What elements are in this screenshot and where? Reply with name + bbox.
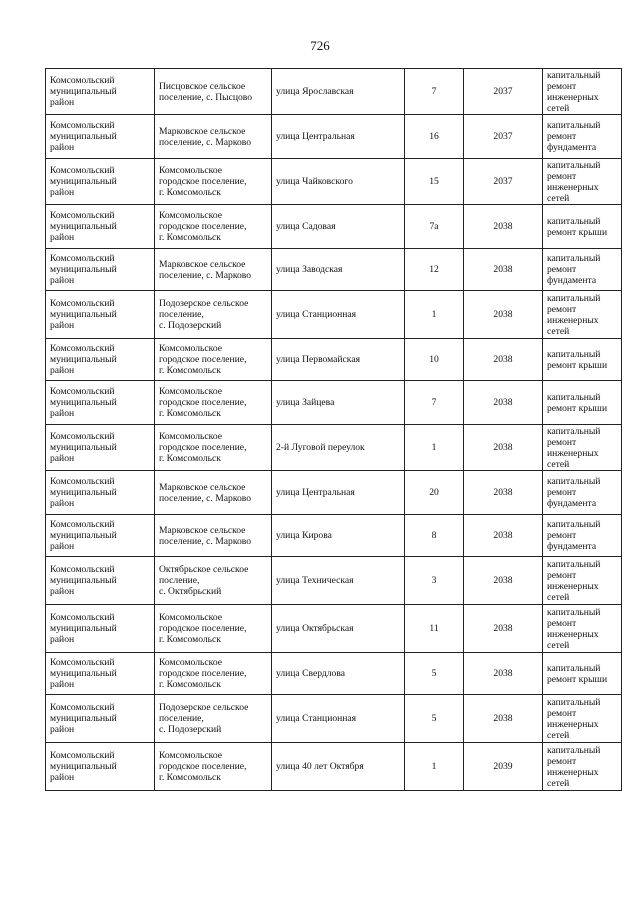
district-cell-line: район bbox=[50, 275, 75, 286]
settlement-cell-line: городское поселение, bbox=[159, 623, 247, 634]
work-type-cell-line: ремонт bbox=[547, 617, 577, 629]
year-cell: 2038 bbox=[464, 557, 543, 605]
work-type-cell-line: капитальный bbox=[547, 606, 601, 618]
district-cell-line: Комсомольский bbox=[50, 120, 115, 131]
work-type-cell-line: сетей bbox=[547, 639, 570, 651]
house-number-cell: 5 bbox=[405, 653, 464, 695]
district-cell-line: муниципальный bbox=[50, 713, 117, 724]
table-row bbox=[46, 381, 622, 425]
work-type-cell-line: капитальный bbox=[547, 391, 601, 403]
house-number-cell: 1 bbox=[405, 743, 464, 791]
work-type-cell-line: ремонт bbox=[547, 264, 577, 275]
district-cell-line: муниципальный bbox=[50, 623, 117, 634]
district-cell-line: муниципальный bbox=[50, 668, 117, 679]
settlement-cell-line: городское поселение, bbox=[159, 176, 247, 187]
district-cell bbox=[46, 653, 155, 695]
street-cell: улица Заводская bbox=[272, 249, 405, 291]
street-cell: улица Свердлова bbox=[272, 653, 405, 695]
settlement-cell-line: Октябрьское сельское bbox=[159, 564, 249, 575]
work-type-cell-line: ремонт крыши bbox=[547, 402, 608, 414]
district-cell bbox=[46, 381, 155, 425]
district-cell-line: район bbox=[50, 724, 75, 735]
work-type-cell bbox=[543, 159, 622, 205]
settlement-cell-line: поселение, bbox=[159, 309, 204, 320]
work-type-cell-line: капитальный bbox=[547, 348, 601, 360]
district-cell-line: район bbox=[50, 586, 75, 597]
settlement-cell-line: городское поселение, bbox=[159, 354, 247, 365]
district-cell bbox=[46, 425, 155, 471]
work-type-cell-line: капитальный bbox=[547, 696, 601, 708]
work-type-cell bbox=[543, 249, 622, 291]
work-type-cell-line: инженерных bbox=[547, 91, 599, 103]
district-cell bbox=[46, 515, 155, 557]
district-cell-line: Комсомольский bbox=[50, 165, 115, 176]
year-cell: 2038 bbox=[464, 381, 543, 425]
work-type-cell-line: сетей bbox=[547, 325, 570, 337]
settlement-cell-line: Марковское сельское bbox=[159, 481, 246, 493]
settlement-cell bbox=[155, 653, 272, 695]
street-cell: улица Зайцева bbox=[272, 381, 405, 425]
year-cell: 2038 bbox=[464, 249, 543, 291]
district-cell bbox=[46, 249, 155, 291]
work-type-cell bbox=[543, 557, 622, 605]
settlement-cell bbox=[155, 471, 272, 515]
district-cell-line: Комсомольский bbox=[50, 210, 115, 221]
work-type-cell-line: ремонт bbox=[547, 707, 577, 719]
district-cell-line: район bbox=[50, 453, 75, 464]
table-row bbox=[46, 515, 622, 557]
district-cell bbox=[46, 557, 155, 605]
work-type-cell-line: капитальный bbox=[547, 662, 601, 674]
work-type-cell bbox=[543, 381, 622, 425]
street-cell: 2-й Луговой переулок bbox=[272, 425, 405, 471]
district-cell-line: муниципальный bbox=[50, 397, 117, 408]
work-type-cell-line: фундамента bbox=[547, 275, 597, 286]
settlement-cell bbox=[155, 605, 272, 653]
district-cell-line: муниципальный bbox=[50, 487, 117, 498]
district-cell-line: муниципальный bbox=[50, 221, 117, 232]
work-type-cell-line: капитальный bbox=[547, 519, 601, 530]
work-type-cell-line: капитальный bbox=[547, 69, 601, 81]
table-row bbox=[46, 205, 622, 249]
district-cell-line: район bbox=[50, 541, 75, 552]
work-type-cell-line: сетей bbox=[547, 102, 570, 114]
table-row bbox=[46, 291, 622, 339]
work-type-cell bbox=[543, 425, 622, 471]
work-type-cell bbox=[543, 115, 622, 159]
work-type-cell bbox=[543, 339, 622, 381]
work-type-cell-line: капитальный bbox=[547, 476, 601, 487]
work-type-cell-line: капитальный bbox=[547, 215, 601, 227]
district-cell bbox=[46, 69, 155, 115]
house-number-cell: 1 bbox=[405, 291, 464, 339]
work-type-cell-line: инженерных bbox=[547, 447, 599, 459]
settlement-cell-line: г. Комсомольск bbox=[159, 232, 221, 243]
settlement-cell-line: Марковское сельское bbox=[159, 524, 246, 536]
district-cell-line: Комсомольский bbox=[50, 750, 115, 761]
settlement-cell-line: Подозерское сельское bbox=[159, 298, 249, 309]
settlement-cell-line: Комсомольское bbox=[159, 431, 222, 442]
district-cell bbox=[46, 159, 155, 205]
district-cell-line: Комсомольский bbox=[50, 476, 115, 487]
table-row bbox=[46, 69, 622, 115]
table-row bbox=[46, 557, 622, 605]
work-type-cell-line: сетей bbox=[547, 591, 570, 603]
settlement-cell-line: городское поселение, bbox=[159, 221, 247, 232]
district-cell bbox=[46, 605, 155, 653]
district-cell-line: район bbox=[50, 634, 75, 645]
work-type-cell-line: инженерных bbox=[547, 628, 599, 640]
street-cell: улица Техническая bbox=[272, 557, 405, 605]
year-cell: 2037 bbox=[464, 115, 543, 159]
district-cell bbox=[46, 743, 155, 791]
settlement-cell-line: г. Комсомольск bbox=[159, 634, 221, 645]
work-type-cell-line: капитальный bbox=[547, 558, 601, 570]
work-type-cell-line: инженерных bbox=[547, 718, 599, 730]
year-cell: 2038 bbox=[464, 515, 543, 557]
settlement-cell-line: Подозерское сельское bbox=[159, 702, 249, 713]
settlement-cell bbox=[155, 339, 272, 381]
settlement-cell bbox=[155, 249, 272, 291]
year-cell: 2038 bbox=[464, 205, 543, 249]
settlement-cell-line: г. Комсомольск bbox=[159, 187, 221, 198]
year-cell: 2038 bbox=[464, 425, 543, 471]
settlement-cell-line: с. Октябрьский bbox=[159, 586, 222, 597]
work-type-cell-line: фундамента bbox=[547, 498, 597, 509]
district-cell-line: муниципальный bbox=[50, 264, 117, 275]
district-cell-line: муниципальный bbox=[50, 761, 117, 772]
settlement-cell-line: городское поселение, bbox=[159, 761, 247, 772]
street-cell: улица Ярославская bbox=[272, 69, 405, 115]
house-number-cell: 11 bbox=[405, 605, 464, 653]
work-type-cell-line: ремонт крыши bbox=[547, 226, 608, 238]
year-cell: 2038 bbox=[464, 291, 543, 339]
district-cell-line: муниципальный bbox=[50, 530, 117, 541]
house-number-cell: 8 bbox=[405, 515, 464, 557]
settlement-cell-line: посление, bbox=[159, 575, 200, 586]
table-row bbox=[46, 115, 622, 159]
work-type-cell-line: ремонт крыши bbox=[547, 359, 608, 371]
settlement-cell-line: Писцовское сельское bbox=[159, 80, 246, 92]
district-cell bbox=[46, 471, 155, 515]
work-type-cell-line: ремонт bbox=[547, 436, 577, 448]
district-cell-line: муниципальный bbox=[50, 442, 117, 453]
district-cell-line: район bbox=[50, 187, 75, 198]
table-row bbox=[46, 653, 622, 695]
street-cell: улица Чайковского bbox=[272, 159, 405, 205]
page-number: 726 bbox=[310, 38, 330, 53]
settlement-cell bbox=[155, 743, 272, 791]
house-number-cell: 16 bbox=[405, 115, 464, 159]
settlement-cell-line: Комсомольское bbox=[159, 386, 222, 397]
year-cell: 2038 bbox=[464, 695, 543, 743]
district-cell-line: муниципальный bbox=[50, 309, 117, 320]
table-row bbox=[46, 695, 622, 743]
settlement-cell bbox=[155, 115, 272, 159]
settlement-cell-line: г. Комсомольск bbox=[159, 408, 221, 419]
work-type-cell-line: инженерных bbox=[547, 181, 599, 193]
work-type-cell bbox=[543, 743, 622, 791]
district-cell-line: Комсомольский bbox=[50, 431, 115, 442]
work-type-cell-line: сетей bbox=[547, 458, 570, 470]
district-cell bbox=[46, 205, 155, 249]
street-cell: улица Октябрьская bbox=[272, 605, 405, 653]
district-cell-line: Комсомольский bbox=[50, 702, 115, 713]
settlement-cell-line: Марковское сельское bbox=[159, 258, 246, 270]
street-cell: улица Станционная bbox=[272, 695, 405, 743]
settlement-cell-line: городское поселение, bbox=[159, 668, 247, 679]
work-type-cell-line: ремонт bbox=[547, 755, 577, 767]
district-cell-line: район bbox=[50, 772, 75, 783]
settlement-cell bbox=[155, 381, 272, 425]
district-cell bbox=[46, 695, 155, 743]
table-row bbox=[46, 471, 622, 515]
district-cell-line: район bbox=[50, 232, 75, 243]
settlement-cell-line: с. Подозерский bbox=[159, 724, 222, 735]
district-cell-line: район bbox=[50, 679, 75, 690]
house-number-cell: 5 bbox=[405, 695, 464, 743]
district-cell-line: район bbox=[50, 365, 75, 376]
settlement-cell-line: Комсомольское bbox=[159, 165, 222, 176]
district-cell-line: Комсомольский bbox=[50, 519, 115, 530]
work-type-cell-line: фундамента bbox=[547, 541, 597, 552]
settlement-cell-line: поселение, с. Марково bbox=[159, 535, 252, 547]
district-cell-line: Комсомольский bbox=[50, 75, 115, 86]
district-cell-line: муниципальный bbox=[50, 176, 117, 187]
settlement-cell-line: г. Комсомольск bbox=[159, 679, 221, 690]
district-cell bbox=[46, 339, 155, 381]
table-row bbox=[46, 605, 622, 653]
district-cell-line: Комсомольский bbox=[50, 343, 115, 354]
settlement-cell-line: поселение, с. Пысцово bbox=[159, 91, 253, 103]
work-type-cell-line: фундамента bbox=[547, 142, 597, 153]
settlement-cell bbox=[155, 557, 272, 605]
district-cell-line: Комсомольский bbox=[50, 386, 115, 397]
settlement-cell bbox=[155, 69, 272, 115]
settlement-cell-line: Комсомольское bbox=[159, 612, 222, 623]
settlement-cell-line: поселение, с. Марково bbox=[159, 269, 252, 281]
district-cell-line: район bbox=[50, 408, 75, 419]
settlement-cell-line: с. Подозерский bbox=[159, 320, 222, 331]
settlement-cell-line: г. Комсомольск bbox=[159, 772, 221, 783]
district-cell-line: муниципальный bbox=[50, 354, 117, 365]
house-number-cell: 3 bbox=[405, 557, 464, 605]
street-cell: улица 40 лет Октября bbox=[272, 743, 405, 791]
settlement-cell bbox=[155, 159, 272, 205]
street-cell: улица Садовая bbox=[272, 205, 405, 249]
repair-schedule-table bbox=[45, 68, 622, 791]
house-number-cell: 10 bbox=[405, 339, 464, 381]
settlement-cell bbox=[155, 695, 272, 743]
house-number-cell: 7 bbox=[405, 381, 464, 425]
district-cell-line: Комсомольский bbox=[50, 657, 115, 668]
district-cell-line: Комсомольский bbox=[50, 612, 115, 623]
house-number-cell: 1 bbox=[405, 425, 464, 471]
settlement-cell-line: Комсомольское bbox=[159, 210, 222, 221]
work-type-cell-line: капитальный bbox=[547, 425, 601, 437]
work-type-cell-line: ремонт bbox=[547, 303, 577, 315]
table-row bbox=[46, 339, 622, 381]
district-cell bbox=[46, 291, 155, 339]
settlement-cell-line: Марковское сельское bbox=[159, 125, 246, 137]
settlement-cell-line: г. Комсомольск bbox=[159, 453, 221, 464]
house-number-cell: 15 bbox=[405, 159, 464, 205]
house-number-cell: 7 bbox=[405, 69, 464, 115]
work-type-cell-line: ремонт крыши bbox=[547, 673, 608, 685]
year-cell: 2039 bbox=[464, 743, 543, 791]
district-cell-line: Комсомольский bbox=[50, 298, 115, 309]
district-cell bbox=[46, 115, 155, 159]
year-cell: 2038 bbox=[464, 339, 543, 381]
work-type-cell-line: инженерных bbox=[547, 580, 599, 592]
district-cell-line: Комсомольский bbox=[50, 253, 115, 264]
year-cell: 2038 bbox=[464, 605, 543, 653]
work-type-cell-line: сетей bbox=[547, 192, 570, 204]
work-type-cell bbox=[543, 69, 622, 115]
year-cell: 2037 bbox=[464, 69, 543, 115]
work-type-cell bbox=[543, 291, 622, 339]
settlement-cell-line: Комсомольское bbox=[159, 657, 222, 668]
work-type-cell-line: сетей bbox=[547, 729, 570, 741]
district-cell-line: район bbox=[50, 320, 75, 331]
district-cell-line: район bbox=[50, 498, 75, 509]
work-type-cell-line: сетей bbox=[547, 777, 570, 789]
table-row bbox=[46, 159, 622, 205]
table-row bbox=[46, 743, 622, 791]
settlement-cell-line: Комсомольское bbox=[159, 750, 222, 761]
district-cell-line: муниципальный bbox=[50, 575, 117, 586]
work-type-cell bbox=[543, 695, 622, 743]
district-cell-line: Комсомольский bbox=[50, 564, 115, 575]
work-type-cell-line: ремонт bbox=[547, 487, 577, 498]
settlement-cell-line: городское поселение, bbox=[159, 397, 247, 408]
table-row bbox=[46, 249, 622, 291]
district-cell-line: муниципальный bbox=[50, 131, 117, 142]
settlement-cell-line: поселение, bbox=[159, 713, 204, 724]
settlement-cell bbox=[155, 425, 272, 471]
settlement-cell-line: поселение, с. Марково bbox=[159, 492, 252, 504]
work-type-cell-line: ремонт bbox=[547, 569, 577, 581]
work-type-cell-line: капитальный bbox=[547, 292, 601, 304]
settlement-cell-line: поселение, с. Марково bbox=[159, 136, 252, 148]
table-row bbox=[46, 425, 622, 471]
work-type-cell bbox=[543, 653, 622, 695]
settlement-cell bbox=[155, 515, 272, 557]
work-type-cell-line: инженерных bbox=[547, 314, 599, 326]
work-type-cell-line: капитальный bbox=[547, 744, 601, 756]
work-type-cell-line: капитальный bbox=[547, 120, 601, 131]
work-type-cell-line: капитальный bbox=[547, 253, 601, 264]
street-cell: улица Центральная bbox=[272, 115, 405, 159]
district-cell-line: район bbox=[50, 142, 75, 153]
settlement-cell-line: Комсомольское bbox=[159, 343, 222, 354]
work-type-cell-line: капитальный bbox=[547, 159, 601, 171]
work-type-cell-line: ремонт bbox=[547, 170, 577, 182]
work-type-cell-line: ремонт bbox=[547, 530, 577, 541]
year-cell: 2038 bbox=[464, 471, 543, 515]
settlement-cell bbox=[155, 205, 272, 249]
work-type-cell bbox=[543, 205, 622, 249]
work-type-cell-line: инженерных bbox=[547, 766, 599, 778]
work-type-cell-line: ремонт bbox=[547, 80, 577, 92]
settlement-cell-line: городское поселение, bbox=[159, 442, 247, 453]
work-type-cell bbox=[543, 471, 622, 515]
street-cell: улица Первомайская bbox=[272, 339, 405, 381]
district-cell-line: муниципальный bbox=[50, 86, 117, 97]
street-cell: улица Станционная bbox=[272, 291, 405, 339]
settlement-cell-line: г. Комсомольск bbox=[159, 365, 221, 376]
work-type-cell-line: ремонт bbox=[547, 131, 577, 142]
house-number-cell: 7а bbox=[405, 205, 464, 249]
street-cell: улица Центральная bbox=[272, 471, 405, 515]
work-type-cell bbox=[543, 515, 622, 557]
year-cell: 2038 bbox=[464, 653, 543, 695]
house-number-cell: 12 bbox=[405, 249, 464, 291]
settlement-cell bbox=[155, 291, 272, 339]
house-number-cell: 20 bbox=[405, 471, 464, 515]
street-cell: улица Кирова bbox=[272, 515, 405, 557]
year-cell: 2037 bbox=[464, 159, 543, 205]
work-type-cell bbox=[543, 605, 622, 653]
district-cell-line: район bbox=[50, 97, 75, 108]
